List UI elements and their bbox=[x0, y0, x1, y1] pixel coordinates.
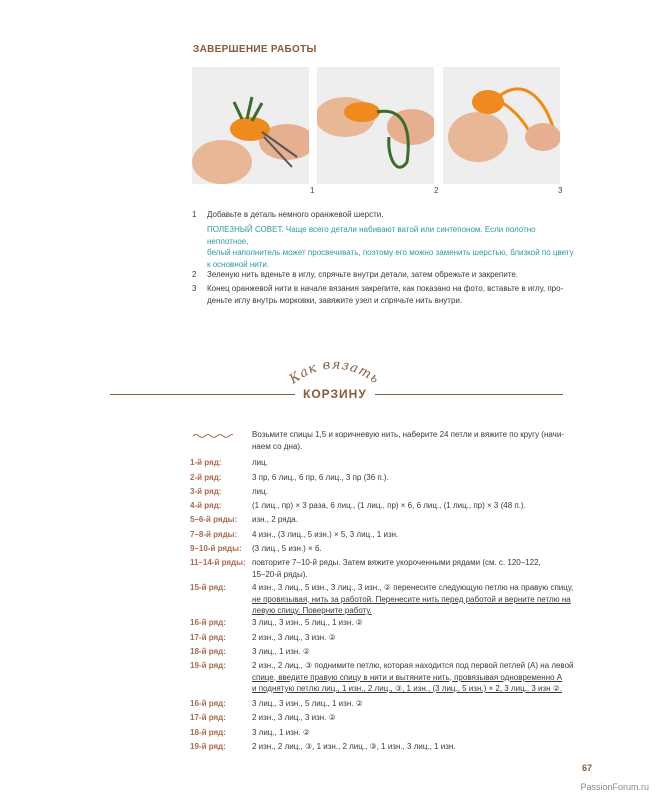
row-instructions bbox=[252, 557, 587, 580]
row-line: 3 лиц., 1 изн. ② bbox=[252, 647, 310, 656]
step-1 bbox=[192, 209, 384, 221]
tip-line-1: Чаще всего детали набивают ватой или синтепоном. Если полотно неплотное, bbox=[207, 225, 536, 246]
row-label: 18-й ряд: bbox=[190, 647, 226, 656]
row-line: 3 пр, 6 лиц., 6 пр, 6 лиц., 3 пр (36 п.). bbox=[252, 473, 389, 482]
header-rule-right bbox=[375, 394, 563, 395]
wave-ornament bbox=[193, 433, 233, 439]
row-line: (1 лиц., пр) × 3 раза, 6 лиц., (1 лиц., пр) × 6, 6 лиц., (1 лиц., пр) × 3 (48 п.). bbox=[252, 501, 526, 510]
row-instructions bbox=[252, 617, 587, 629]
row-instructions bbox=[252, 582, 587, 617]
step-number: 1 bbox=[192, 210, 197, 219]
row-label: 17-й ряд: bbox=[190, 713, 226, 722]
step-number: 3 bbox=[192, 284, 197, 293]
row-instructions bbox=[252, 632, 587, 644]
step-2 bbox=[192, 269, 519, 281]
row-label: 1-й ряд: bbox=[190, 458, 222, 467]
useful-tip bbox=[207, 224, 577, 270]
row-instructions bbox=[252, 529, 587, 541]
row-line: лиц. bbox=[252, 487, 268, 496]
row-line: 2 изн., 3 лиц., 3 изн. ② bbox=[252, 713, 336, 722]
row-instructions bbox=[252, 472, 587, 484]
tip-line-3: к основной нити. bbox=[207, 259, 270, 269]
row-line: изн., 2 ряда. bbox=[252, 515, 298, 524]
intro-line-1: Возьмите спицы 1,5 и коричневую нить, наберите 24 петли и вяжите по кругу (начи- bbox=[252, 430, 564, 439]
photo-number-3: 3 bbox=[558, 186, 563, 195]
watermark: PassionForum.ru bbox=[580, 782, 649, 792]
step-3 bbox=[192, 283, 564, 295]
row-label: 5–6-й ряды: bbox=[190, 515, 238, 524]
row-label: 15-й ряд: bbox=[190, 583, 226, 592]
row-label: 16-й ряд: bbox=[190, 699, 226, 708]
row-line: 4 изн., (3 лиц., 5 изн.) × 5, 3 лиц., 1 изн. bbox=[252, 530, 399, 539]
row-instructions bbox=[252, 500, 587, 512]
svg-text:Как вязать bbox=[287, 357, 382, 387]
photo-step-2 bbox=[317, 67, 434, 184]
row-line: 2 изн., 2 лиц., ③ поднимите петлю, которая находится под первой петлей (А) на левой bbox=[252, 661, 574, 670]
row-label: 9–10-й ряды: bbox=[190, 544, 242, 553]
step-3-continued bbox=[207, 295, 462, 307]
header-rule-left bbox=[110, 394, 295, 395]
row-label: 19-й ряд: bbox=[190, 661, 226, 670]
row-label: 3-й ряд: bbox=[190, 487, 222, 496]
tip-label: ПОЛЕЗНЫЙ СОВЕТ. bbox=[207, 225, 284, 234]
row-line: 2 изн., 3 лиц., 3 изн. ② bbox=[252, 633, 336, 642]
row-line: не провязывая, нить за работой. Перенесите нить перед работой и верните петлю на bbox=[252, 594, 571, 604]
row-instructions bbox=[252, 646, 587, 658]
row-line: 15–20-й ряды). bbox=[252, 569, 308, 579]
section-title: ЗАВЕРШЕНИЕ РАБОТЫ bbox=[193, 44, 317, 55]
step-text: Зеленую нить вденьте в иглу, спрячьте внутри детали, затем обрежьте и закрепите. bbox=[207, 270, 519, 279]
row-label: 4-й ряд: bbox=[190, 501, 222, 510]
arc-text: Как вязать bbox=[287, 357, 382, 387]
row-line: лиц. bbox=[252, 458, 268, 467]
row-instructions bbox=[252, 514, 587, 526]
tip-line-2: белый наполнитель может просвечивать, поэтому его можно заменить шерстью, близкой по цвету bbox=[207, 248, 574, 257]
row-line: (3 лиц., 5 изн.) × 6. bbox=[252, 544, 322, 553]
row-line: левую спицу. Поверните работу. bbox=[252, 606, 372, 615]
row-label: 7–8-й ряды: bbox=[190, 530, 238, 539]
row-line: 3 лиц., 3 изн., 5 лиц., 1 изн. ② bbox=[252, 699, 363, 708]
step-text: Добавьте в деталь немного оранжевой шерсти. bbox=[207, 210, 384, 219]
step-text: деньте иглу внутрь морковки, завяжите узел и спрячьте нить внутри. bbox=[207, 296, 463, 305]
photo-step-1 bbox=[192, 67, 309, 184]
photo-step-3 bbox=[443, 67, 560, 184]
row-instructions bbox=[252, 543, 587, 555]
row-line: 4 изн., 3 лиц., 5 изн., 3 лиц., 3 изн., ② перенесите следующую петлю на правую спицу, bbox=[252, 583, 574, 592]
row-instructions bbox=[252, 727, 587, 739]
row-line: 2 изн., 2 лиц., ③, 1 изн., 2 лиц., ③, 1 изн., 3 лиц., 1 изн. bbox=[252, 742, 456, 751]
row-line: 3 лиц., 1 изн. ② bbox=[252, 728, 310, 737]
header-arc-title bbox=[287, 352, 382, 387]
photo-number-1: 1 bbox=[310, 186, 315, 195]
row-line: 3 лиц., 3 изн., 5 лиц., 1 изн. ② bbox=[252, 618, 363, 627]
row-instructions bbox=[252, 486, 587, 498]
step-number: 2 bbox=[192, 270, 197, 279]
row-label: 17-й ряд: bbox=[190, 633, 226, 642]
row-instructions bbox=[252, 457, 587, 469]
row-line: повторите 7–10-й ряды. Затем вяжите укороченными рядами (см. с. 120–122, bbox=[252, 558, 541, 567]
row-label: 2-й ряд: bbox=[190, 473, 222, 482]
row-label: 11–14-й ряды: bbox=[190, 558, 246, 567]
page-number: 67 bbox=[582, 763, 593, 773]
row-instructions bbox=[252, 698, 587, 710]
row-line: спице, введите правую спицу в нити и вытяните нить, провязывая одновременно А bbox=[252, 672, 563, 682]
intro-line-2: наем со дна). bbox=[252, 441, 303, 451]
header-title: КОРЗИНУ bbox=[303, 387, 367, 401]
photo-number-2: 2 bbox=[434, 186, 439, 195]
row-label: 18-й ряд: bbox=[190, 728, 226, 737]
row-instructions bbox=[252, 741, 587, 753]
row-label: 19-й ряд: bbox=[190, 742, 226, 751]
row-label: 16-й ряд: bbox=[190, 618, 226, 627]
row-instructions bbox=[252, 712, 587, 724]
row-line: и поднятую петлю лиц., 1 изн., 2 лиц., ③, 1 изн., (3 лиц., 5 изн.) × 2, 3 лиц., 3 изн ②. bbox=[252, 684, 563, 693]
row-instructions bbox=[252, 660, 587, 695]
step-text: Конец оранжевой нити в начале вязания закрепите, как показано на фото, вставьте в иглу, про- bbox=[207, 284, 564, 293]
